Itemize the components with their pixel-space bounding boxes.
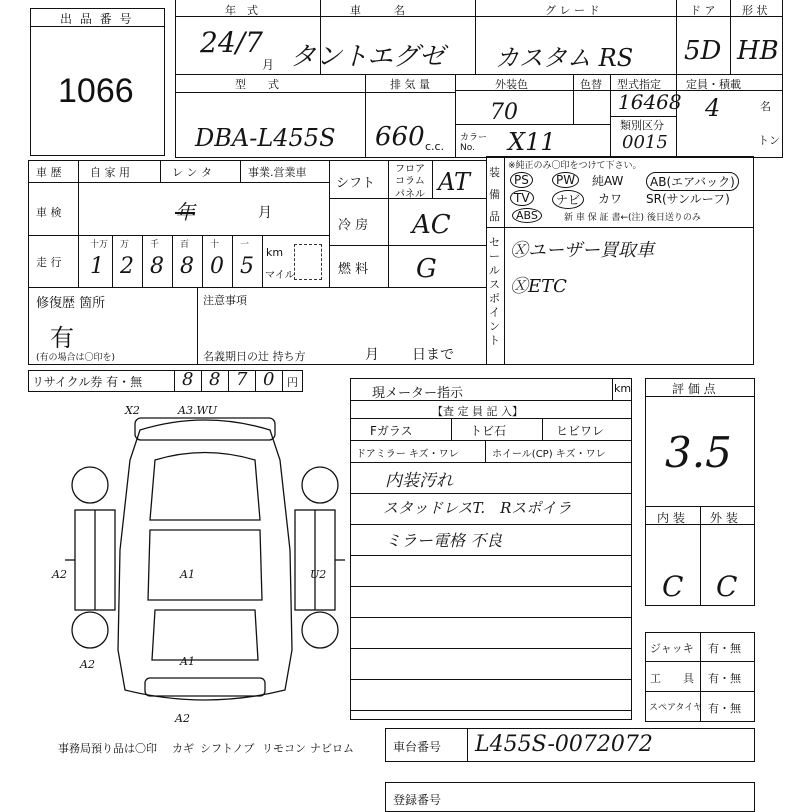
diagram-mark-8: A2	[175, 712, 190, 725]
model-label: 型 式	[235, 78, 279, 91]
recycle-digit: 8	[209, 369, 221, 390]
mileage-digit: 0	[210, 254, 224, 279]
score-value: 3.5	[665, 428, 732, 477]
equipment-label: 装 備 品	[489, 166, 500, 223]
mileage-unit-label: 一	[240, 240, 250, 250]
remark-2: スタッドレスT. Rスポイラ	[383, 499, 572, 517]
name-label: 車 名	[350, 4, 405, 17]
mile-checkbox[interactable]	[294, 244, 322, 280]
color-change-label: 色替	[580, 78, 602, 91]
tool-jack-label: ジャッキ	[650, 642, 694, 655]
lot-number: 1066	[58, 72, 134, 110]
recycle-unit: 円	[287, 376, 298, 389]
repair-label: 修復歴 箇所	[36, 296, 106, 311]
year-value: 24/7	[200, 26, 263, 59]
notes-label: 注意事項	[203, 294, 247, 307]
meter-unit: km	[614, 382, 632, 395]
load-unit: トン	[758, 134, 780, 147]
history-label: 車 歴	[36, 166, 62, 179]
displacement-label: 排 気 量	[390, 78, 430, 91]
equip-abs[interactable]: ABS	[512, 208, 542, 223]
sales-item-2: ⓍETC	[510, 276, 567, 297]
glass-label: Fガラス	[370, 424, 413, 438]
tool-spare-value[interactable]: 有・無	[708, 702, 741, 715]
tool-jack-value[interactable]: 有・無	[708, 642, 741, 655]
diagram-mark-5: U2	[310, 568, 327, 581]
shift-option-column[interactable]: コラム	[395, 176, 425, 187]
expiry-day: 日まで	[412, 347, 454, 363]
door-label: ド ア	[690, 4, 716, 17]
equip-ps[interactable]: PS	[510, 172, 533, 188]
diagram-mark-7: A1	[180, 655, 195, 668]
consigned-remote[interactable]: リモコン	[262, 742, 306, 755]
tool-tools-value[interactable]: 有・無	[708, 672, 741, 685]
consigned-label: 事務局預り品は〇印	[58, 742, 157, 755]
inspection-month: 月	[258, 205, 272, 221]
capacity-value: 4	[705, 94, 721, 122]
consigned-shift-knob[interactable]: シフトノブ	[200, 742, 255, 755]
expiry-month: 月	[365, 347, 379, 363]
equip-pw[interactable]: PW	[552, 172, 579, 188]
diagram-mark-1: X2	[125, 404, 140, 417]
remark-3: ミラー電格 不良	[385, 531, 503, 550]
equipment-note: ※純正のみ〇印をつけて下さい。	[508, 161, 642, 171]
score-label: 評 価 点	[672, 382, 716, 396]
fuel-label: 燃 料	[338, 262, 369, 277]
shape-label: 形 状	[742, 4, 768, 17]
diagram-mark-4: A1	[180, 568, 195, 581]
displacement-value: 660	[375, 122, 425, 152]
inspection-label: 車 検	[36, 206, 62, 219]
history-option-rental[interactable]: レ ン タ	[172, 166, 212, 179]
exterior-value: C	[716, 570, 738, 603]
chassis-label: 車台番号	[393, 740, 442, 754]
equip-leather[interactable]: カワ	[598, 192, 623, 206]
equip-warranty[interactable]: 新 車 保 証 書←(注) 後日送りのみ	[564, 213, 701, 223]
type-designation-value: 16468	[618, 90, 682, 114]
color-no-label: カラー No.	[460, 133, 488, 153]
grade-label: グ レ ー ド	[545, 4, 600, 17]
expiry-label: 名義期日の辻 持ち方	[203, 350, 306, 363]
displacement-unit: c.c.	[425, 140, 445, 153]
color-no-value: X11	[508, 128, 556, 156]
ac-value: AC	[412, 210, 451, 240]
history-option-business[interactable]: 事業.営業車	[248, 166, 307, 179]
mirror-label: ドアミラー キズ・ワレ	[356, 449, 459, 460]
year-label: 年 式	[225, 4, 258, 17]
km-label: km	[266, 246, 284, 259]
equip-sr[interactable]: SR(サンルーフ)	[646, 192, 730, 206]
remark-1: 内装汚れ	[385, 471, 453, 491]
ac-label: 冷 房	[338, 218, 369, 233]
recycle-label: リサイクル券 有・無	[32, 375, 143, 389]
history-option-private[interactable]: 自 家 用	[90, 166, 130, 179]
interior-label: 内 装	[657, 511, 685, 525]
sales-item-1: Ⓧユーザー買取車	[510, 240, 654, 261]
mileage-unit-label: 万	[120, 240, 130, 250]
mileage-unit-label: 千	[150, 240, 160, 250]
recycle-digit: 0	[263, 369, 275, 390]
model-value: DBA-L455S	[195, 124, 336, 152]
type-designation-label: 型式指定	[617, 78, 661, 91]
exterior-label: 外 装	[710, 511, 738, 525]
equip-navi[interactable]: ナビ	[552, 190, 584, 209]
recycle-digit: 8	[182, 369, 194, 390]
consigned-key[interactable]: カギ	[172, 742, 194, 755]
equip-ab[interactable]: AB(エアバック)	[646, 172, 739, 191]
mile-label: マイル	[265, 270, 295, 281]
fuel-value: G	[416, 254, 437, 284]
consigned-navi-rom[interactable]: ナビロム	[310, 742, 354, 755]
mileage-digit: 8	[180, 254, 194, 279]
shift-value: AT	[438, 168, 471, 196]
capacity-unit: 名	[760, 100, 771, 113]
tool-tools-label: 工 具	[650, 672, 694, 685]
capacity-label: 定員・積載	[686, 78, 741, 91]
equip-aw[interactable]: 純AW	[592, 174, 624, 188]
mileage-unit-label: 十万	[90, 240, 109, 250]
category-label: 類別区分	[620, 119, 664, 132]
mileage-digit: 8	[150, 254, 164, 279]
category-value: 0015	[622, 132, 668, 153]
recycle-digit: 7	[236, 369, 248, 390]
inspector-title: 【査 定 員 記 入】	[432, 405, 523, 418]
shift-option-panel[interactable]: パネル	[395, 189, 425, 200]
wheel-label: ホイール(CP) キズ・ワレ	[492, 449, 606, 460]
mileage-unit-label: 百	[180, 240, 190, 250]
registration-label: 登録番号	[393, 793, 442, 807]
repair-value: 有	[50, 324, 74, 352]
meter-label: 現メーター指示	[372, 386, 464, 401]
shape-value: HB	[737, 36, 779, 66]
exterior-color-label: 外装色	[495, 78, 528, 91]
door-value: 5D	[684, 36, 722, 66]
mileage-label: 走 行	[36, 256, 62, 269]
lot-label: 出 品 番 号	[60, 12, 134, 26]
diagram-mark-6: A2	[80, 658, 95, 671]
glass-item-chip[interactable]: トビ石	[470, 424, 507, 438]
car-diagram	[52, 400, 350, 730]
shift-label: シフト	[336, 176, 376, 191]
mileage-digit: 2	[120, 254, 134, 279]
shift-option-floor[interactable]: フロア	[395, 164, 425, 175]
repair-note: (有の場合は〇印を)	[36, 353, 116, 363]
tool-spare-label: スペアタイヤ	[649, 703, 703, 713]
mileage-digit: 5	[240, 254, 254, 279]
diagram-mark-3: A2	[52, 568, 67, 581]
equip-tv[interactable]: TV	[510, 190, 534, 206]
mileage-unit-label: 十	[210, 240, 220, 250]
year-unit: 月	[262, 58, 275, 72]
chassis-value: L455S-0072072	[475, 732, 653, 757]
glass-item-crack[interactable]: ヒビワレ	[556, 424, 605, 438]
diagram-mark-2: A3.WU	[178, 404, 218, 417]
grade-value: カスタム RS	[495, 44, 634, 72]
mileage-digit: 1	[90, 254, 104, 279]
inspection-year: 年	[175, 200, 195, 224]
car-name: タントエグゼ	[290, 42, 445, 72]
interior-value: C	[662, 570, 684, 603]
exterior-color-value: 70	[490, 100, 518, 125]
sales-label: セールスポイント	[489, 236, 500, 347]
